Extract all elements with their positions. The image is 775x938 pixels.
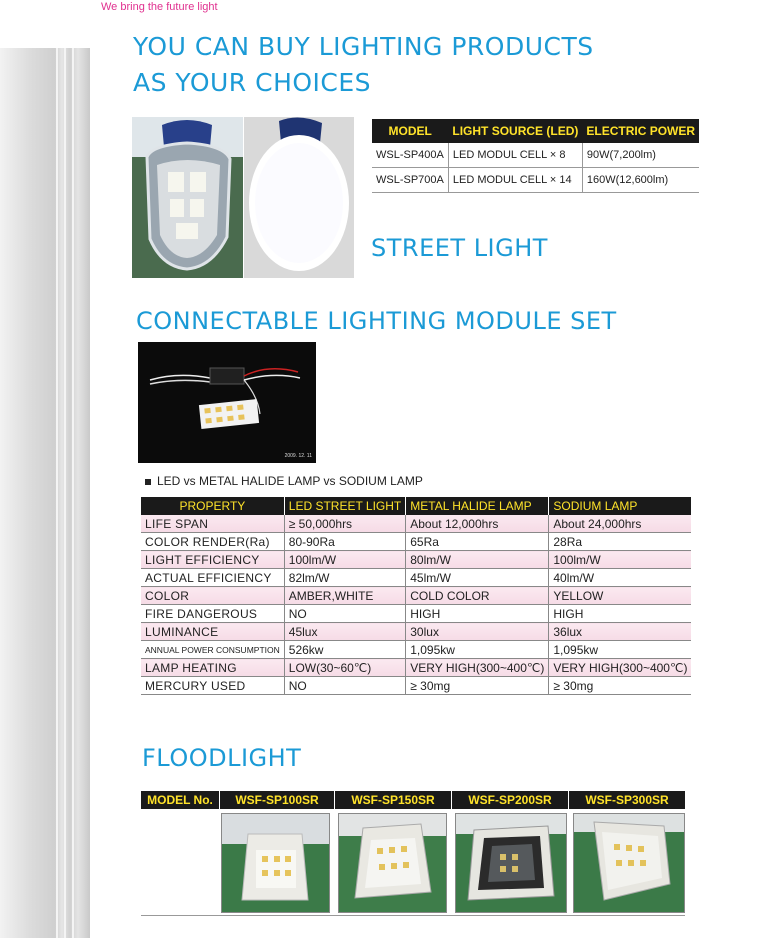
tagline: We bring the future light <box>101 1 218 13</box>
table-cell: 80lm/W <box>406 551 549 569</box>
module-title: CONNECTABLE LIGHTING MODULE SET <box>136 307 617 335</box>
street-light-title: STREET LIGHT <box>371 234 548 262</box>
table-row <box>372 168 699 193</box>
table-cell: WSL-SP700A <box>372 168 448 193</box>
table-cell: 526kw <box>284 641 405 659</box>
floodlight-model-header <box>141 791 685 809</box>
column-header: METAL HALIDE LAMP <box>406 497 549 515</box>
table-cell: 40lm/W <box>549 569 692 587</box>
table-cell: 90W(7,200lm) <box>582 143 699 168</box>
table-cell: 45lm/W <box>406 569 549 587</box>
table-cell: 36lux <box>549 623 692 641</box>
table-row <box>141 605 691 623</box>
floodlight-photo-sp200sr <box>455 813 567 913</box>
sidebar-decoration <box>0 48 90 938</box>
table-cell: HIGH <box>549 605 692 623</box>
column-header: SODIUM LAMP <box>549 497 692 515</box>
table-cell: HIGH <box>406 605 549 623</box>
main-heading-line-1: YOU CAN BUY LIGHTING PRODUCTS <box>133 32 594 61</box>
table-row <box>141 677 691 695</box>
table-cell: FIRE DANGEROUS <box>141 605 284 623</box>
table-cell: AMBER,WHITE <box>284 587 405 605</box>
table-row <box>141 659 691 677</box>
column-header: PROPERTY <box>141 497 284 515</box>
table-row <box>141 533 691 551</box>
table-cell: ≥ 30mg <box>549 677 692 695</box>
floodlight-photo-sp300sr <box>573 813 685 913</box>
table-cell: COLD COLOR <box>406 587 549 605</box>
table-cell: VERY HIGH(300~400℃) <box>406 659 549 677</box>
column-header: MODEL <box>372 119 448 143</box>
table-cell: About 12,000hrs <box>406 515 549 533</box>
table-cell: LED MODUL CELL × 8 <box>448 143 582 168</box>
table-row <box>141 551 691 569</box>
table-cell: MERCURY USED <box>141 677 284 695</box>
column-header: ELECTRIC POWER <box>582 119 699 143</box>
bullet-square-icon <box>145 479 151 485</box>
table-cell: 100lm/W <box>549 551 692 569</box>
table-cell: YELLOW <box>549 587 692 605</box>
divider <box>141 915 685 916</box>
main-heading-line-2: AS YOUR CHOICES <box>133 68 372 97</box>
table-row <box>141 587 691 605</box>
photo-date-stamp: 2009. 12. 11 <box>284 453 312 459</box>
table-cell: VERY HIGH(300~400℃) <box>549 659 692 677</box>
floodlight-photo-sp150sr <box>338 813 447 913</box>
table-cell: COLOR RENDER(Ra) <box>141 533 284 551</box>
model-name: WSF-SP150SR <box>335 791 452 809</box>
table-cell: LED MODUL CELL × 14 <box>448 168 582 193</box>
floodlight-title: FLOODLIGHT <box>142 744 302 772</box>
column-header: LED STREET LIGHT <box>284 497 405 515</box>
model-name: WSF-SP100SR <box>220 791 335 809</box>
table-cell: ≥ 30mg <box>406 677 549 695</box>
table-row <box>141 569 691 587</box>
table-cell: 100lm/W <box>284 551 405 569</box>
table-cell: LUMINANCE <box>141 623 284 641</box>
table-cell: NO <box>284 677 405 695</box>
table-cell: LIGHT EFFICIENCY <box>141 551 284 569</box>
table-cell: 30lux <box>406 623 549 641</box>
street-light-photo-off <box>132 117 243 278</box>
table-cell: COLOR <box>141 587 284 605</box>
table-row <box>141 515 691 533</box>
comparison-title: LED vs METAL HALIDE LAMP vs SODIUM LAMP <box>157 474 423 488</box>
table-cell: NO <box>284 605 405 623</box>
table-cell: 80-90Ra <box>284 533 405 551</box>
comparison-table <box>141 497 692 695</box>
table-row <box>141 623 691 641</box>
column-header: LIGHT SOURCE (LED) <box>448 119 582 143</box>
table-cell: 82lm/W <box>284 569 405 587</box>
table-cell: About 24,000hrs <box>549 515 692 533</box>
model-label: MODEL No. <box>141 791 220 809</box>
table-cell: LIFE SPAN <box>141 515 284 533</box>
model-name: WSF-SP200SR <box>452 791 569 809</box>
table-cell: ACTUAL EFFICIENCY <box>141 569 284 587</box>
table-cell: ≥ 50,000hrs <box>284 515 405 533</box>
table-cell: 65Ra <box>406 533 549 551</box>
table-cell: 1,095kw <box>406 641 549 659</box>
table-row <box>141 641 691 659</box>
table-row <box>372 143 699 168</box>
table-cell: LAMP HEATING <box>141 659 284 677</box>
table-cell: WSL-SP400A <box>372 143 448 168</box>
table-cell: 160W(12,600lm) <box>582 168 699 193</box>
table-cell: 28Ra <box>549 533 692 551</box>
table-cell: 45lux <box>284 623 405 641</box>
table-cell: LOW(30~60℃) <box>284 659 405 677</box>
comparison-subheading <box>145 474 423 488</box>
table-cell: 1,095kw <box>549 641 692 659</box>
table-cell: ANNUAL POWER CONSUMPTION <box>141 641 284 659</box>
model-name: WSF-SP300SR <box>585 793 669 807</box>
street-light-spec-table <box>372 119 699 193</box>
street-light-photo-on <box>244 117 354 278</box>
module-photo <box>138 342 316 463</box>
floodlight-photo-sp100sr <box>221 813 330 913</box>
